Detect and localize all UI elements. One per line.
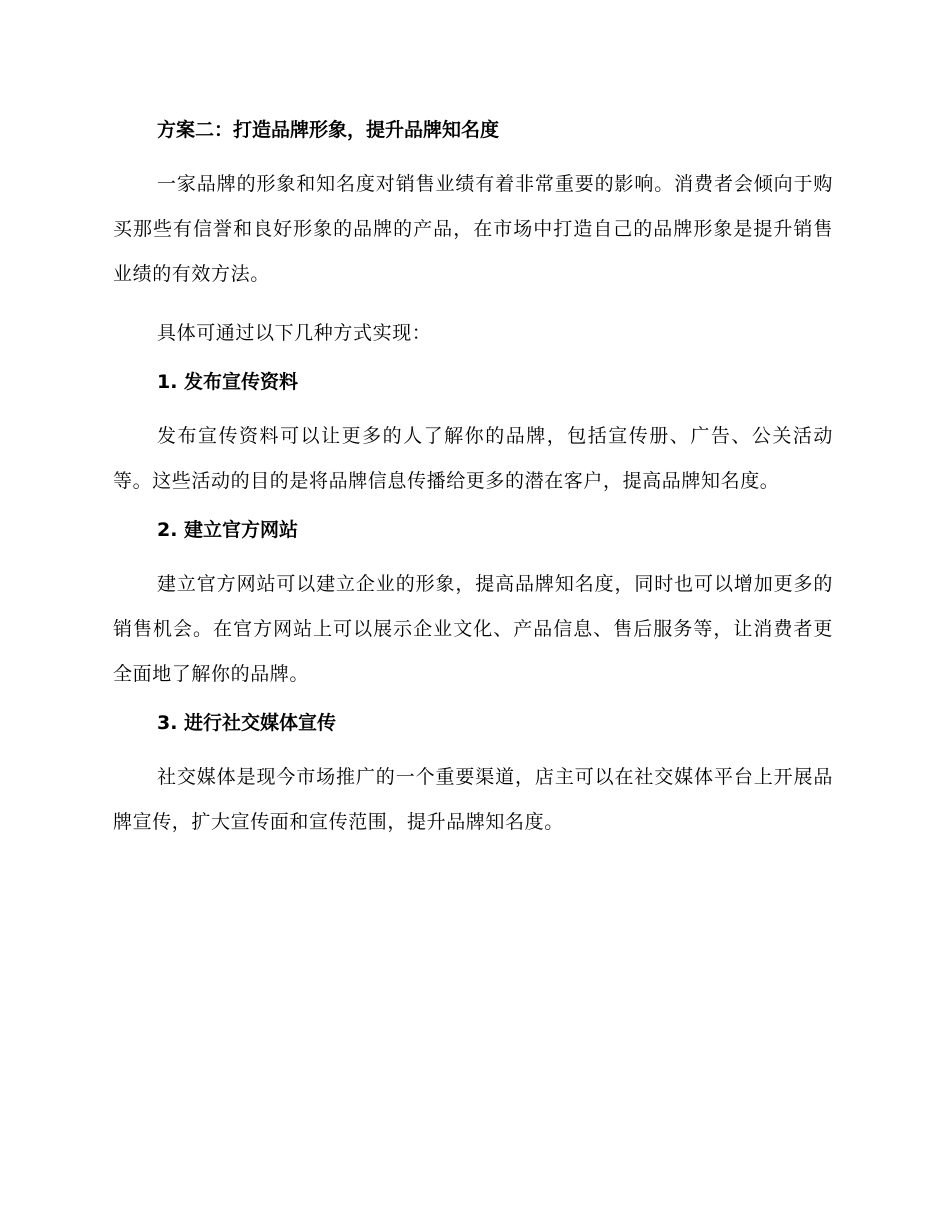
section-heading-2: 2. 建立官方网站 [157, 519, 299, 541]
section-body-1: 发布宣传资料可以让更多的人了解你的品牌，包括宣传册、广告、公关活动等。这些活动的目的是将品牌信息传播给更多的潜在客户，提高品牌知名度。 [113, 425, 833, 492]
document-title: 方案二：打造品牌形象，提升品牌知名度 [157, 119, 500, 141]
document-content [113, 112, 833, 845]
lead-in-paragraph: 具体可通过以下几种方式实现： [157, 322, 432, 344]
spacer [113, 400, 833, 414]
section-heading-1: 1. 发布宣传资料 [157, 371, 299, 393]
spacer [113, 297, 833, 311]
intro-paragraph: 一家品牌的形象和知名度对销售业绩有着非常重要的影响。消费者会倾向于购买那些有信誉和良好形象的品牌的产品，在市场中打造自己的品牌形象是提升销售业绩的有效方法。 [113, 173, 833, 285]
spacer [113, 741, 833, 755]
spacer [113, 356, 833, 364]
spacer [113, 697, 833, 705]
spacer [113, 548, 833, 562]
section-body-3: 社交媒体是现今市场推广的一个重要渠道，店主可以在社交媒体平台上开展品牌宣传，扩大宣传面和宣传范围，提升品牌知名度。 [113, 766, 833, 833]
section-body-2: 建立官方网站可以建立企业的形象，提高品牌知名度，同时也可以增加更多的销售机会。在官方网站上可以展示企业文化、产品信息、售后服务等，让消费者更全面地了解你的品牌。 [113, 573, 833, 685]
spacer [113, 504, 833, 512]
section-heading-3: 3. 进行社交媒体宣传 [157, 712, 337, 734]
spacer [113, 148, 833, 162]
